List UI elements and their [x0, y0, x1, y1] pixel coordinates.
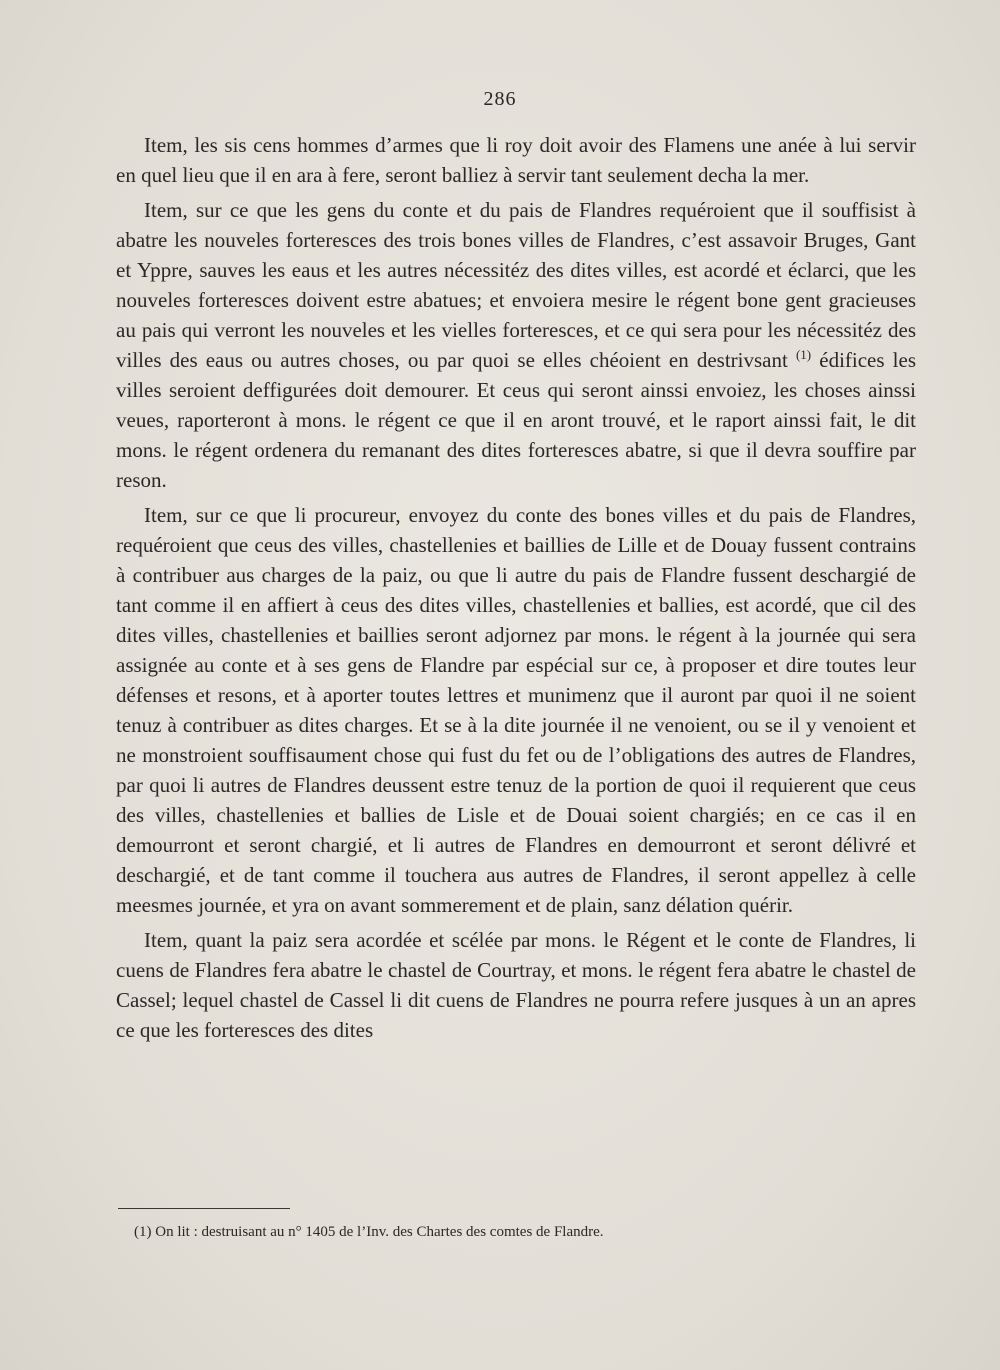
footnote [134, 1222, 894, 1242]
paragraph-2 [116, 195, 916, 495]
footnote-text: On lit : destruisant au n° 1405 de l’Inv. des Chartes des comtes de Flandre. [151, 1224, 604, 1240]
paragraph-2-continuation: édifices les villes seroient deffigurées doit demourer. Et ceus qui seront ainssi envoiez, les choses ainssi veues, raporteront à mons. le régent ce que il en aront trouvé, et le raport ainssi fait, le dit mons. le régent ordenera du remanant des dites forteresces abatre, si que il devra souffire par reson. [116, 348, 916, 492]
footnote-reference[interactable]: (1) [795, 347, 812, 362]
paragraph-3: Item, sur ce que li procureur, envoyez du conte des bones villes et du pais de Flandres, requéroient que ceus des villes, chastellenies et baillies de Lille et de Douay fussent contrains à contribuer aus charges de la paiz, ou que li autre du pais de Flandre fussent deschargié de tant comme il en affiert à ceus des dites villes, chastellenies et ballies, est acordé, que cil des dites villes, chastellenies et baillies seront adjornez par mons. le régent à la journée qui sera assignée au conte et à ses gens de Flandre par espécial sur ce, à proposer et dire toutes leur défenses et resons, et à aporter toutes lettres et munimenz que il auront par quoi il ne soient tenuz à contribuer as dites charges. Et se à la dite journée il ne venoient, ou se il y venoient et ne monstroient souffisaument chose qui fust du fet ou de l’obligations des autres de Flandres, par quoi li autres de Flandres deussent estre tenuz de la portion de quoi il requierent que ceus des villes, chastellenies et ballies de Lisle et de Douai soient chargiés; en ce cas il en demourront et seront chargié, et li autres de Flandres en demourront et seront délivré et deschargié, et de tant comme il touchera aus autres de Flandres, il seront appellez à celle meesmes journée, et yra on avant sommerement et de plain, sanz délation quérir. [116, 503, 916, 917]
paragraph-4: Item, quant la paiz sera acordée et scélée par mons. le Régent et le conte de Flandres, li cuens de Flandres fera abatre le chastel de Courtray, et mons. le régent fera abatre le chastel de Cassel; lequel chastel de Cassel li dit cuens de Flandres ne pourra refere jusques à un an apres ce que les forteresces des dites [116, 928, 916, 1042]
footnote-divider [118, 1208, 290, 1209]
body-text [116, 130, 916, 1050]
paragraph-2-text: Item, sur ce que les gens du conte et du pais de Flandres requéroient que il souffisist à abatre les nouveles forteresces des trois bones villes de Flandres, c’est assavoir Bruges, Gant et Yppre, sauves les eaus et les autres nécessitéz des dites villes, est acordé et éclarci, que les nouveles forteresces doivent estre abatues; et envoiera mesire le régent bone gent gracieuses au pais qui verront les nouveles et les vielles forteresces, et ce qui sera pour les nécessitéz des villes des eaus ou autres choses, ou par quoi se elles chéoient en destrivsant [116, 198, 916, 372]
page-number: 286 [483, 88, 517, 110]
paragraph-1: Item, les sis cens hommes d’armes que li roy doit avoir des Flamens une anée à lui servir en quel lieu que il en ara à fere, seront balliez à servir tant seulement decha la mer. [116, 133, 916, 187]
footnote-marker: (1) [134, 1224, 152, 1240]
